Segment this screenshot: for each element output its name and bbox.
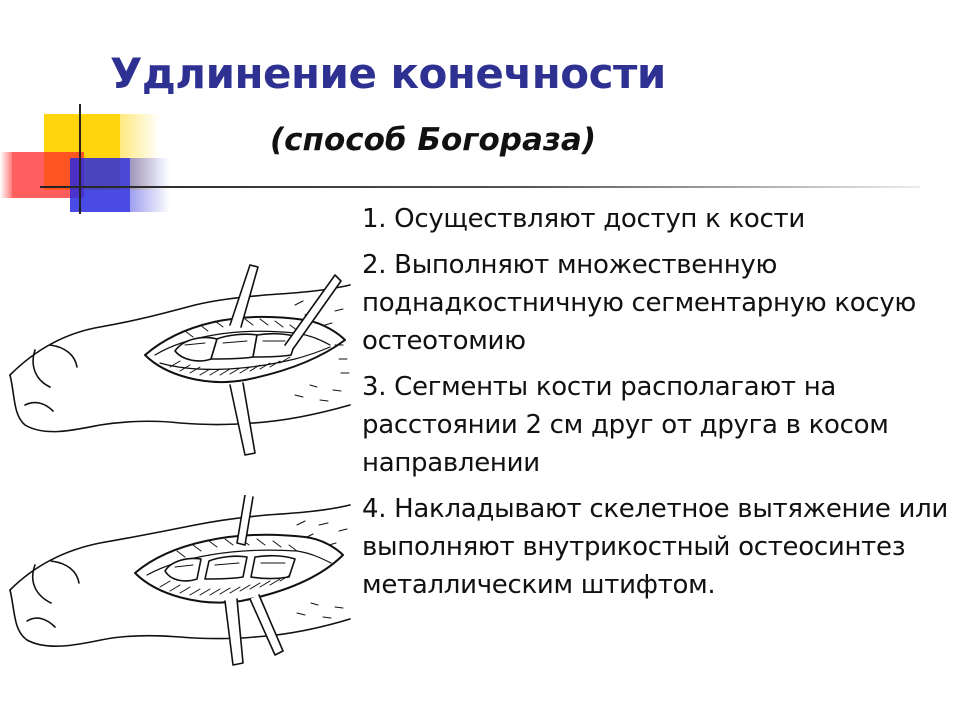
decor-vertical-line xyxy=(79,104,81,214)
slide-title: Удлинение конечности xyxy=(110,49,666,98)
slide-subtitle: (способ Богораза) xyxy=(270,122,596,158)
step-3: 3. Сегменты кости располагают на расстоянии 2 см друг от друга в косом направлении xyxy=(362,372,889,478)
steps-list xyxy=(362,200,950,612)
step-2: 2. Выполняют множественную поднадкостничную сегментарную косую остеотомию xyxy=(362,250,916,356)
decor-blue-fade xyxy=(130,158,170,212)
step-1: 1. Осуществляют доступ к кости xyxy=(362,204,805,234)
surgical-bone-segments-illustration xyxy=(5,495,355,675)
surgical-incision-retractors-illustration xyxy=(5,255,355,470)
title-underline xyxy=(40,186,920,188)
step-4: 4. Накладывают скелетное вытяжение или выполняют внутрикостный остеосинтез металлическим штифтом. xyxy=(362,494,949,600)
decor-red-fade xyxy=(0,152,12,198)
